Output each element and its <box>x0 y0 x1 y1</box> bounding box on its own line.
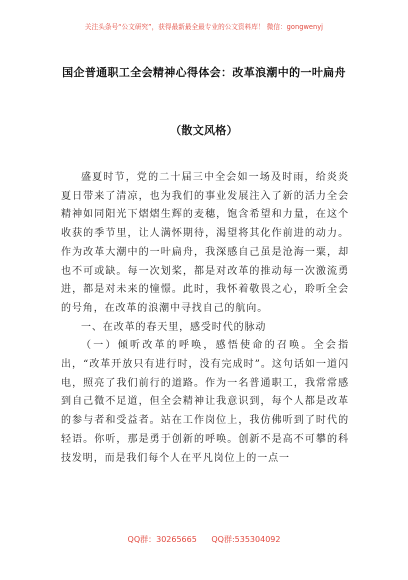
document-title: 国企普通职工全会精神心得体会：改革浪潮中的一叶扁舟 <box>62 66 346 79</box>
body-paragraph-intro: 盛夏时节，党的二十届三中全会如一场及时雨，给炎炎夏日带来了清凉，也为我们的事业发展注入了新的活力全会精神如同阳光下熠熠生辉的麦穗，饱含希望和力量，在这个收获的季节里，让人满怀期待，渴望将其化作前进的动力。作为改革大潮中的一叶扁舟，我深感自己虽是沧海一粟，却也不可或缺。每一次划桨，都是对改革的推动每一次激流勇进，都是对未来的憧憬。此时，我怀着敬畏之心，聆听全会的号角，在改革的浪潮中寻找自己的航向。 <box>61 172 349 314</box>
header-note: 关注头条号“公文研究”，获得最新最全最专业的公文资料库！ 微信：gongwenyj <box>84 23 324 31</box>
footer-qq-group-2: QQ群:535304092 <box>211 535 281 544</box>
footer-qq-group-1: QQ群：30265665 <box>127 535 197 544</box>
footer-contact <box>0 536 408 544</box>
section-heading-1: 一、在改革的春天里，感受时代的脉动 <box>81 321 267 333</box>
body-paragraph-1: （一）倾听改革的呼唤，感悟使命的召唤。全会指出，“改革开放只有进行时，没有完成时”。这句话如一道闪电，照亮了我们前行的道路。作为一名普通职工，我常常感到自己微不足道，但全会精神让我意识到，每个人都是改革的参与者和受益者。站在工作岗位上，我仿佛听到了时代的轻语。你听，那是勇于创新的呼唤。创新不是高不可攀的科技发明，而是我们每个人在平凡岗位上的一点一 <box>61 340 349 464</box>
document-body <box>61 169 349 468</box>
document-subtitle: （散文风格） <box>170 124 238 137</box>
